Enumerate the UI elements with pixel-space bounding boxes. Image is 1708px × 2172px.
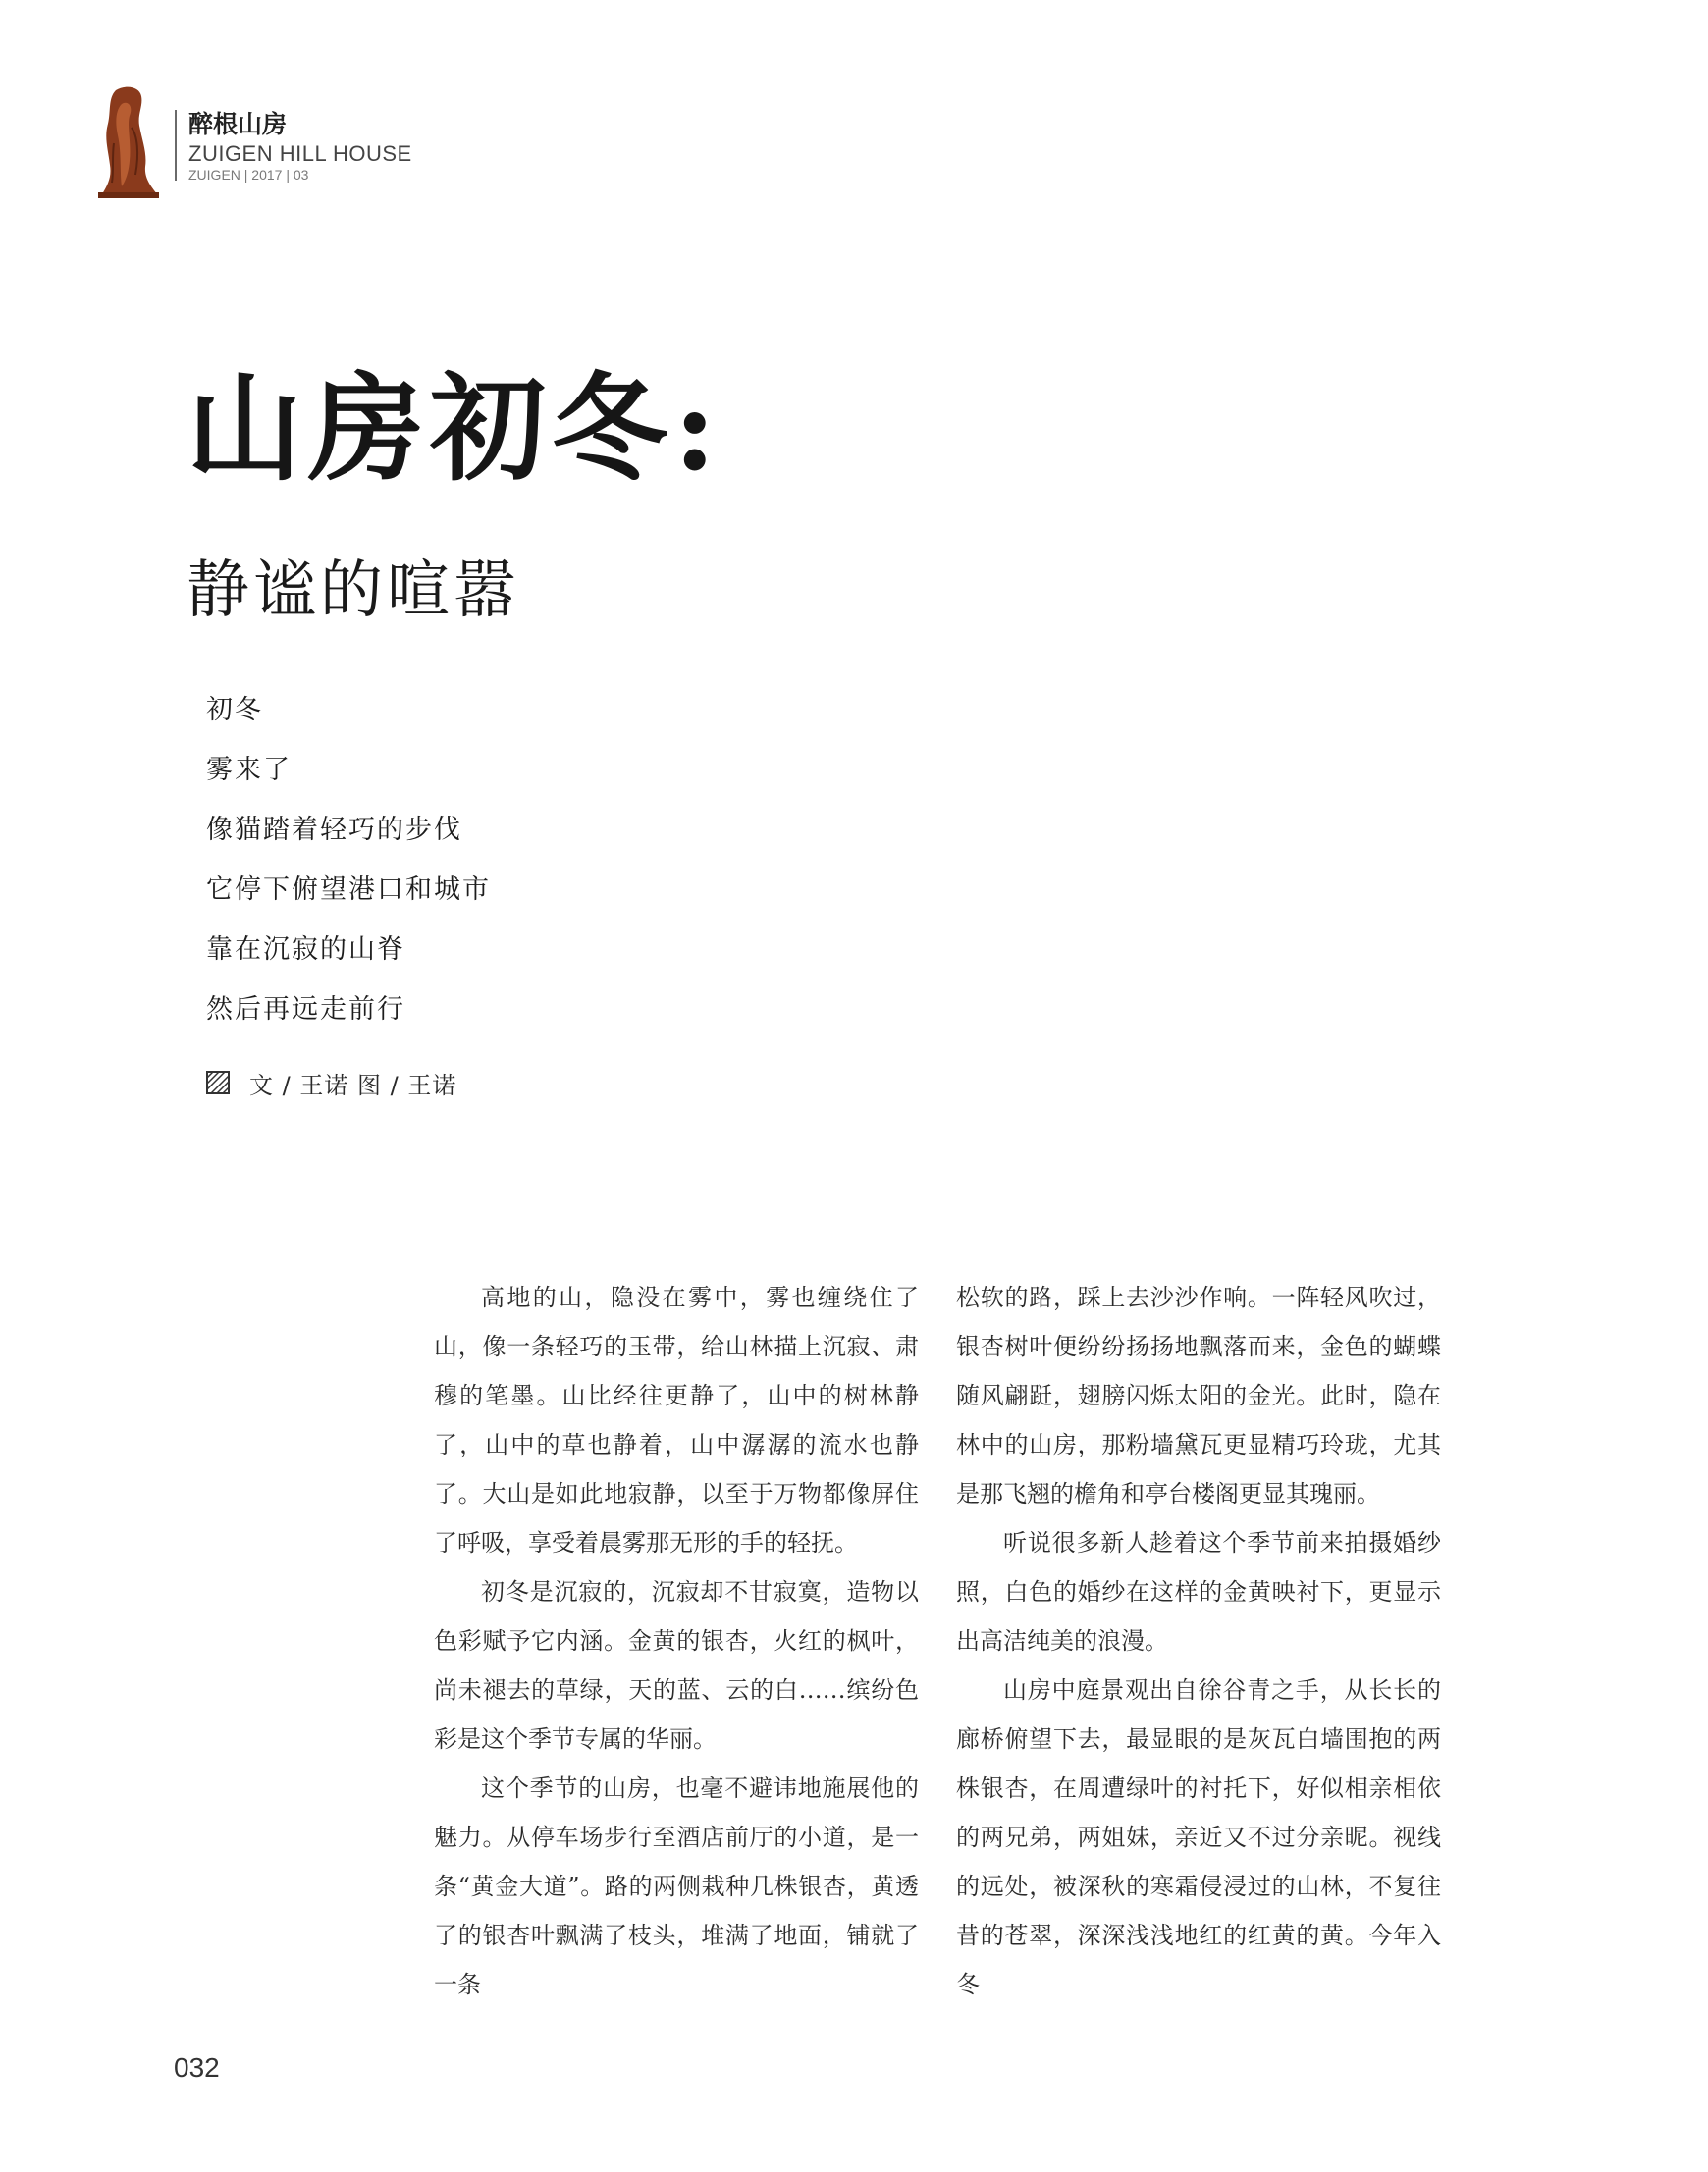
issue-line: ZUIGEN | 2017 | 03 bbox=[188, 167, 309, 183]
poem-line: 它停下俯望港口和城市 bbox=[206, 874, 491, 905]
poem-line: 雾来了 bbox=[206, 755, 292, 785]
magazine-name-en: ZUIGEN HILL HOUSE bbox=[188, 141, 412, 166]
masthead-divider bbox=[175, 110, 177, 181]
page-number: 032 bbox=[174, 2052, 220, 2083]
article-title: 山房初冬: bbox=[187, 360, 722, 497]
article-subtitle: 静谧的喧嚣 bbox=[187, 555, 520, 627]
byline-text: 文 / 王诺 图 / 王诺 bbox=[249, 1071, 457, 1099]
body-paragraph: 初冬是沉寂的，沉寂却不甘寂寞，造物以色彩赋予它内涵。金黄的银杏，火红的枫叶，尚未褪去的草绿，天的蓝、云的白……缤纷色彩是这个季节专属的华丽。 bbox=[434, 1578, 919, 1753]
magazine-name-cn: 醉根山房 bbox=[188, 110, 288, 138]
byline bbox=[206, 1066, 456, 1099]
body-paragraph: 听说很多新人趁着这个季节前来拍摄婚纱照，白色的婚纱在这样的金黄映衬下，更显示出高洁纯美的浪漫。 bbox=[956, 1529, 1441, 1655]
hatched-square-icon bbox=[206, 1071, 230, 1094]
body-paragraph-continuation: 松软的路，踩上去沙沙作响。一阵轻风吹过，银杏树叶便纷纷扬扬地飘落而来，金色的蝴蝶随风翩跹，翅膀闪烁太阳的金光。此时，隐在林中的山房，那粉墙黛瓦更显精巧玲珑，尤其是那飞翘的檐角和亭台楼阁更显其瑰丽。 bbox=[956, 1284, 1441, 1508]
poem-line: 初冬 bbox=[206, 695, 263, 725]
poem-line: 然后再远走前行 bbox=[206, 994, 405, 1025]
poem bbox=[206, 680, 491, 1039]
body-paragraph: 这个季节的山房，也毫不避讳地施展他的魅力。从停车场步行至酒店前厅的小道，是一条“黄金大道”。路的两侧栽种几株银杏，黄透了的银杏叶飘满了枝头，堆满了地面，铺就了一条 bbox=[434, 1775, 919, 1998]
carved-root-sculpture-icon bbox=[96, 84, 161, 200]
poem-line: 像猫踏着轻巧的步伐 bbox=[206, 815, 462, 845]
body-column-left bbox=[434, 1273, 919, 2009]
body-column-right bbox=[956, 1273, 1441, 2009]
poem-line: 靠在沉寂的山脊 bbox=[206, 934, 405, 965]
body-paragraph: 高地的山，隐没在雾中，雾也缠绕住了山，像一条轻巧的玉带，给山林描上沉寂、肃穆的笔墨。山比经往更静了，山中的树林静了，山中的草也静着，山中潺潺的流水也静了。大山是如此地寂静，以至于万物都像屏住了呼吸，享受着晨雾那无形的手的轻抚。 bbox=[434, 1284, 919, 1557]
body-paragraph: 山房中庭景观出自徐谷青之手，从长长的廊桥俯望下去，最显眼的是灰瓦白墙围抱的两株银杏，在周遭绿叶的衬托下，好似相亲相依的两兄弟，两姐妹，亲近又不过分亲昵。视线的远处，被深秋的寒霜侵浸过的山林，不复往昔的苍翠，深深浅浅地红的红黄的黄。今年入冬 bbox=[956, 1676, 1441, 1998]
